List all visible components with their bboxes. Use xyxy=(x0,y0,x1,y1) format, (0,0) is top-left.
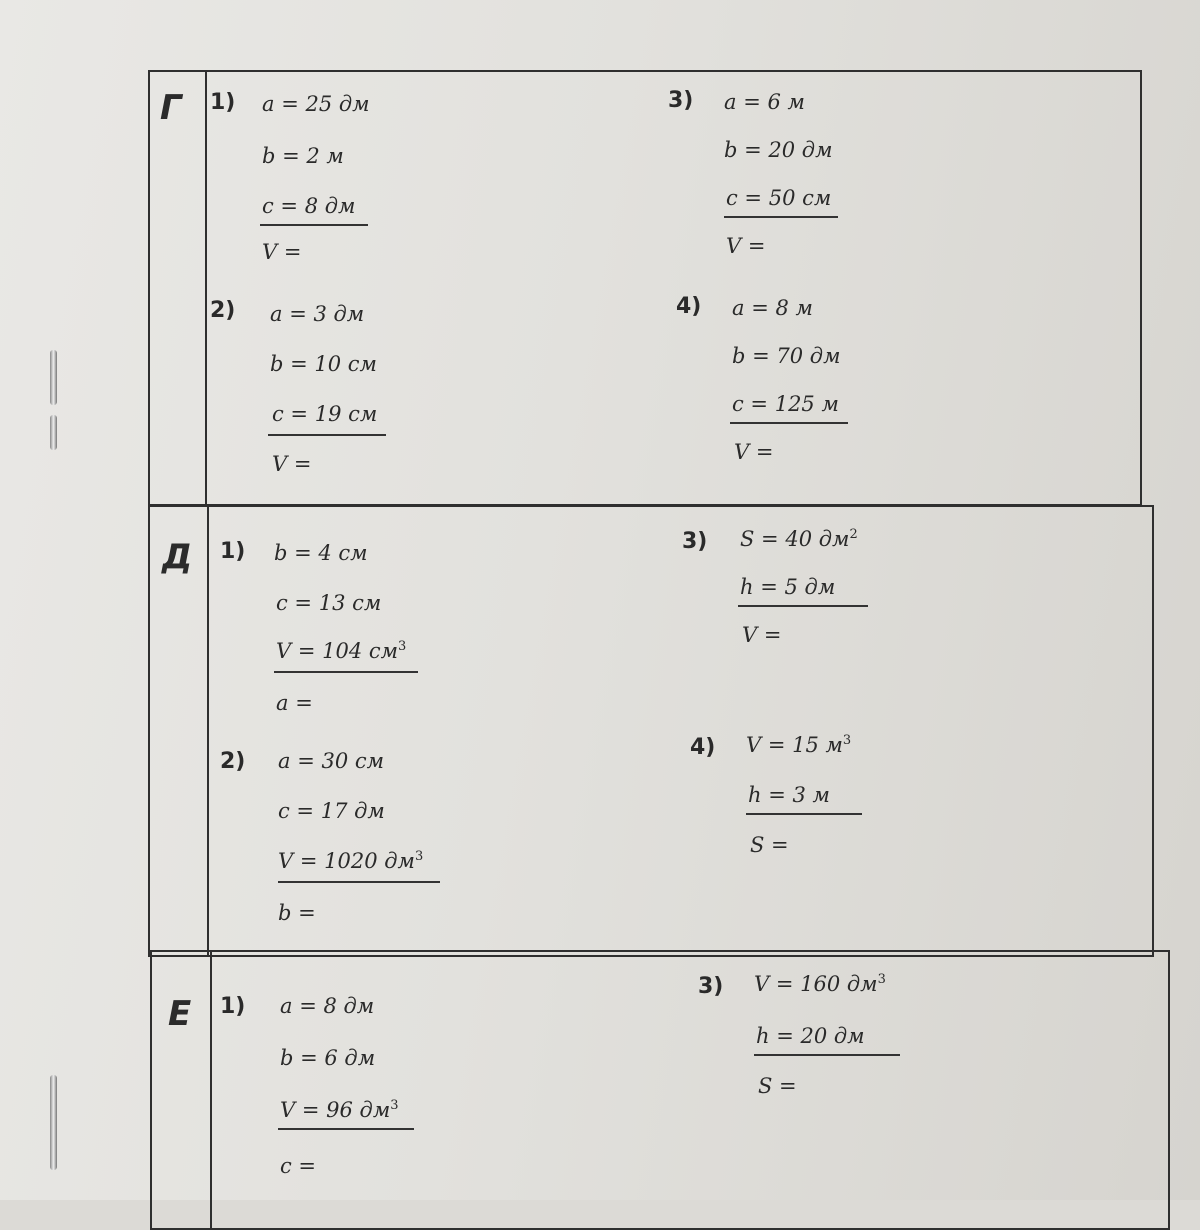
formula-line: b = 6 дм xyxy=(280,1046,376,1070)
formula-line: a = xyxy=(276,691,313,715)
formula-line: a = 8 м xyxy=(732,296,813,320)
section-e xyxy=(150,950,1170,1230)
underline xyxy=(754,1054,900,1056)
formula-line: c = 8 дм xyxy=(262,194,356,218)
underline xyxy=(730,422,848,424)
formula-line: S = xyxy=(758,1074,797,1098)
task-number: 1) xyxy=(220,994,246,1019)
underline xyxy=(268,434,386,436)
section-e-divider xyxy=(210,952,212,1228)
task-number: 2) xyxy=(220,749,246,774)
formula-line: a = 8 дм xyxy=(280,994,375,1018)
section-g-divider xyxy=(205,72,207,504)
formula-line: c = 50 см xyxy=(726,186,832,210)
formula-line: b = 4 см xyxy=(274,541,368,565)
task-number: 2) xyxy=(210,298,236,323)
formula-line: V = xyxy=(734,440,774,464)
task-number: 3) xyxy=(668,88,694,113)
underline xyxy=(738,605,868,607)
formula-line: a = 30 см xyxy=(278,749,385,773)
staple-top-lower xyxy=(50,415,57,450)
formula-line: S = xyxy=(750,833,789,857)
formula-line: a = 3 дм xyxy=(270,302,365,326)
staple-top xyxy=(50,350,57,405)
task-number: 3) xyxy=(698,974,724,999)
section-e-letter: Е xyxy=(168,994,192,1034)
formula-line: c = 125 м xyxy=(732,392,839,416)
section-d xyxy=(148,505,1154,957)
formula-line: b = 20 дм xyxy=(724,138,833,162)
task-number: 4) xyxy=(690,735,716,760)
formula-line: V = 15 $м^3$ xyxy=(746,733,852,757)
underline xyxy=(260,224,368,226)
underline xyxy=(274,671,418,673)
task-number: 3) xyxy=(682,529,708,554)
section-d-letter: Д xyxy=(162,537,193,577)
staple-bottom xyxy=(50,1075,57,1170)
formula-line: V = xyxy=(726,234,766,258)
task-number: 4) xyxy=(676,294,702,319)
formula-line: b = 2 м xyxy=(262,144,344,168)
formula-line: V = xyxy=(272,452,312,476)
formula-line: V = 160 $дм^3$ xyxy=(754,972,886,996)
formula-line: S = 40 $дм^2$ xyxy=(740,527,858,551)
formula-line: h = 20 дм xyxy=(756,1024,865,1048)
formula-line: V = 104 $см^3$ xyxy=(276,639,407,663)
formula-line: a = 6 м xyxy=(724,90,805,114)
underline xyxy=(278,881,440,883)
formula-line: a = 25 дм xyxy=(262,92,370,116)
formula-line: h = 5 дм xyxy=(740,575,836,599)
formula-line: V = 1020 $дм^3$ xyxy=(278,849,424,873)
section-d-divider xyxy=(207,507,209,955)
underline xyxy=(278,1128,414,1130)
formula-line: c = 19 см xyxy=(272,402,378,426)
section-g xyxy=(148,70,1142,506)
formula-line: V = xyxy=(262,240,302,264)
task-number: 1) xyxy=(210,90,236,115)
section-g-letter: Г xyxy=(160,88,182,128)
formula-line: c = 13 см xyxy=(276,591,382,615)
formula-line: b = xyxy=(278,901,316,925)
formula-line: V = xyxy=(742,623,782,647)
formula-line: h = 3 м xyxy=(748,783,830,807)
underline xyxy=(746,813,862,815)
underline xyxy=(724,216,838,218)
task-number: 1) xyxy=(220,539,246,564)
formula-line: V = 96 $дм^3$ xyxy=(280,1098,399,1122)
formula-line: b = 70 дм xyxy=(732,344,841,368)
formula-line: c = xyxy=(280,1154,317,1178)
formula-line: c = 17 дм xyxy=(278,799,385,823)
formula-line: b = 10 см xyxy=(270,352,377,376)
